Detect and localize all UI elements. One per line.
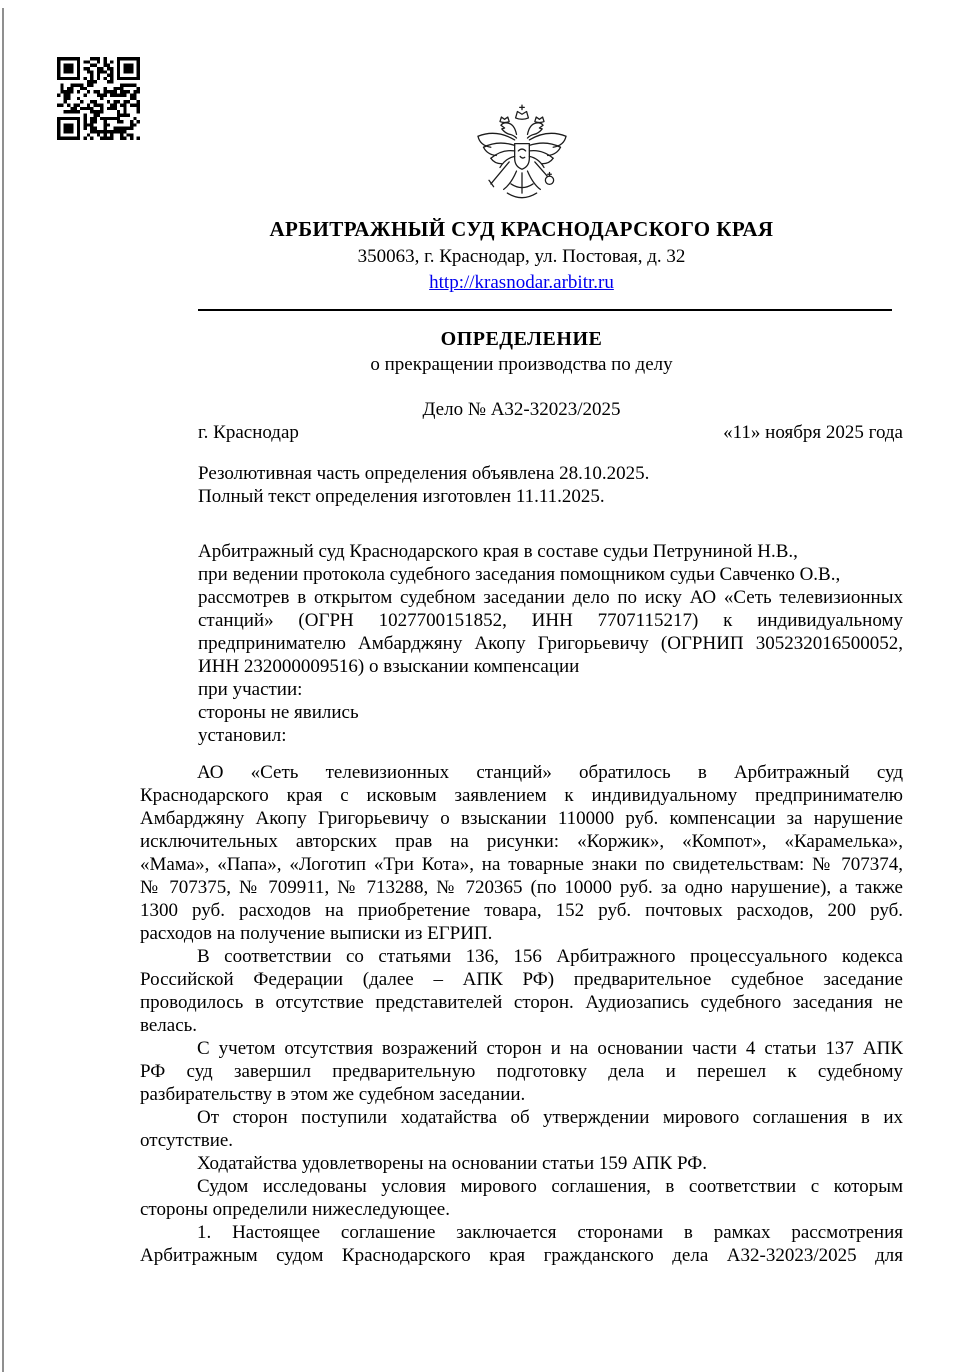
text-line: проводилось в отсутствие представителей сторон. Аудиозапись судебного заседания не	[140, 992, 903, 1013]
text-line: Судом исследованы условия мирового соглашения, в соответствии с которым	[197, 1176, 903, 1197]
text-line: стороны определили нижеследующее.	[140, 1199, 450, 1220]
text-line: стороны не явились	[198, 702, 359, 723]
text-line: рассмотрев в открытом судебном заседании дело по иску АО «Сеть телевизионных	[198, 587, 903, 608]
text-line: Амбарджяну Акопу Григорьевичу о взыскании 110000 руб. компенсации за нарушение	[140, 808, 903, 829]
text-line: велась.	[140, 1015, 198, 1036]
date-label: «11» ноября 2025 года	[723, 422, 903, 443]
text-line: расходов на получение выписки из ЕГРИП.	[140, 923, 493, 944]
header-divider	[198, 309, 892, 311]
court-header	[140, 103, 903, 294]
intro-paragraph	[198, 678, 903, 701]
city-date-row	[140, 421, 903, 444]
text-line: ИНН 232000009516) о взыскании компенсации	[198, 656, 580, 677]
text-line: исключительных авторских прав на рисунки: «Коржик», «Компот», «Карамелька»,	[140, 831, 903, 852]
text-line: предпринимателю Амбарджяну Акопу Григорьевичу (ОГРНИП 305232016500052,	[198, 633, 903, 654]
text-line: № 707375, № 709911, № 713288, № 720365 (по 10000 руб. за одно нарушение), а также	[140, 877, 903, 898]
text-line: 1. Настоящее соглашение заключается сторонами в рамках рассмотрения	[197, 1222, 903, 1243]
resolution-block	[140, 462, 903, 508]
body-paragraph	[140, 1221, 903, 1267]
text-line: при ведении протокола судебного заседания помощником судьи Савченко О.В.,	[198, 564, 841, 585]
body-paragraph	[140, 945, 903, 1037]
text-line: Арбитражным судом Краснодарского края гражданского дела А32-32023/2025 для	[140, 1245, 903, 1266]
text-line: АО «Сеть телевизионных станций» обратилось в Арбитражный суд	[197, 762, 903, 783]
case-number: Дело № А32-32023/2025	[422, 399, 621, 420]
text-line: при участии:	[198, 679, 303, 700]
text-line: отсутствие.	[140, 1130, 234, 1151]
text-line: В соответствии со статьями 136, 156 Арбитражного процессуального кодекса	[197, 946, 903, 967]
city-label: г. Краснодар	[198, 422, 299, 443]
coat-of-arms-icon	[140, 103, 903, 208]
resolution-fulltext-line: Полный текст определения изготовлен 11.11.2025.	[198, 486, 605, 507]
qr-code-icon	[57, 57, 140, 140]
text-line: Краснодарского края с исковым заявлением к индивидуальному предпринимателю	[140, 785, 903, 806]
body-paragraph	[140, 1106, 903, 1152]
intro-paragraph	[198, 586, 903, 678]
body-paragraph	[140, 1152, 903, 1175]
text-line: От сторон поступили ходатайства об утверждении мирового соглашения в их	[197, 1107, 903, 1128]
intro-paragraph	[198, 701, 903, 724]
document-subtitle: о прекращении производства по делу	[370, 354, 673, 375]
text-line: Арбитражный суд Краснодарского края в составе судьи Петруниной Н.В.,	[198, 541, 798, 562]
text-line: установил:	[198, 725, 287, 746]
page-left-edge	[2, 8, 4, 1372]
intro-paragraph	[198, 724, 903, 747]
body-paragraph	[140, 1175, 903, 1221]
document-title: ОПРЕДЕЛЕНИЕ	[440, 328, 603, 350]
text-line: С учетом отсутствия возражений сторон и на основании части 4 статьи 137 АПК	[197, 1038, 903, 1059]
intro-paragraph	[198, 563, 903, 586]
text-line: Ходатайства удовлетворены на основании статьи 159 АПК РФ.	[197, 1153, 707, 1174]
resolution-announced-line: Резолютивная часть определения объявлена 28.10.2025.	[198, 463, 650, 484]
court-website-link[interactable]: http://krasnodar.arbitr.ru	[429, 272, 614, 293]
text-line: 1300 руб. расходов на приобретение товара, 152 руб. почтовых расходов, 200 руб.	[140, 900, 903, 921]
text-line: станций» (ОГРН 1027700151852, ИНН 7707115217) к индивидуальному	[198, 610, 903, 631]
text-line: «Мама», «Папа», «Логотип «Три Кота», на товарные знаки по свидетельствам: № 707374,	[140, 854, 903, 875]
body-paragraph	[140, 761, 903, 945]
court-address: 350063, г. Краснодар, ул. Постовая, д. 32	[357, 246, 686, 267]
document-body	[140, 761, 903, 1267]
court-name: АРБИТРАЖНЫЙ СУД КРАСНОДАРСКОГО КРАЯ	[269, 217, 774, 241]
text-line: Российской Федерации (далее – АПК РФ) предварительное судебное заседание	[140, 969, 903, 990]
intro-paragraph	[198, 540, 903, 563]
text-line: РФ суд завершил предварительную подготовку дела и перешел к судебному	[140, 1061, 903, 1082]
intro-block	[140, 540, 903, 747]
body-paragraph	[140, 1037, 903, 1106]
text-line: разбирательству в этом же судебном заседании.	[140, 1084, 526, 1105]
